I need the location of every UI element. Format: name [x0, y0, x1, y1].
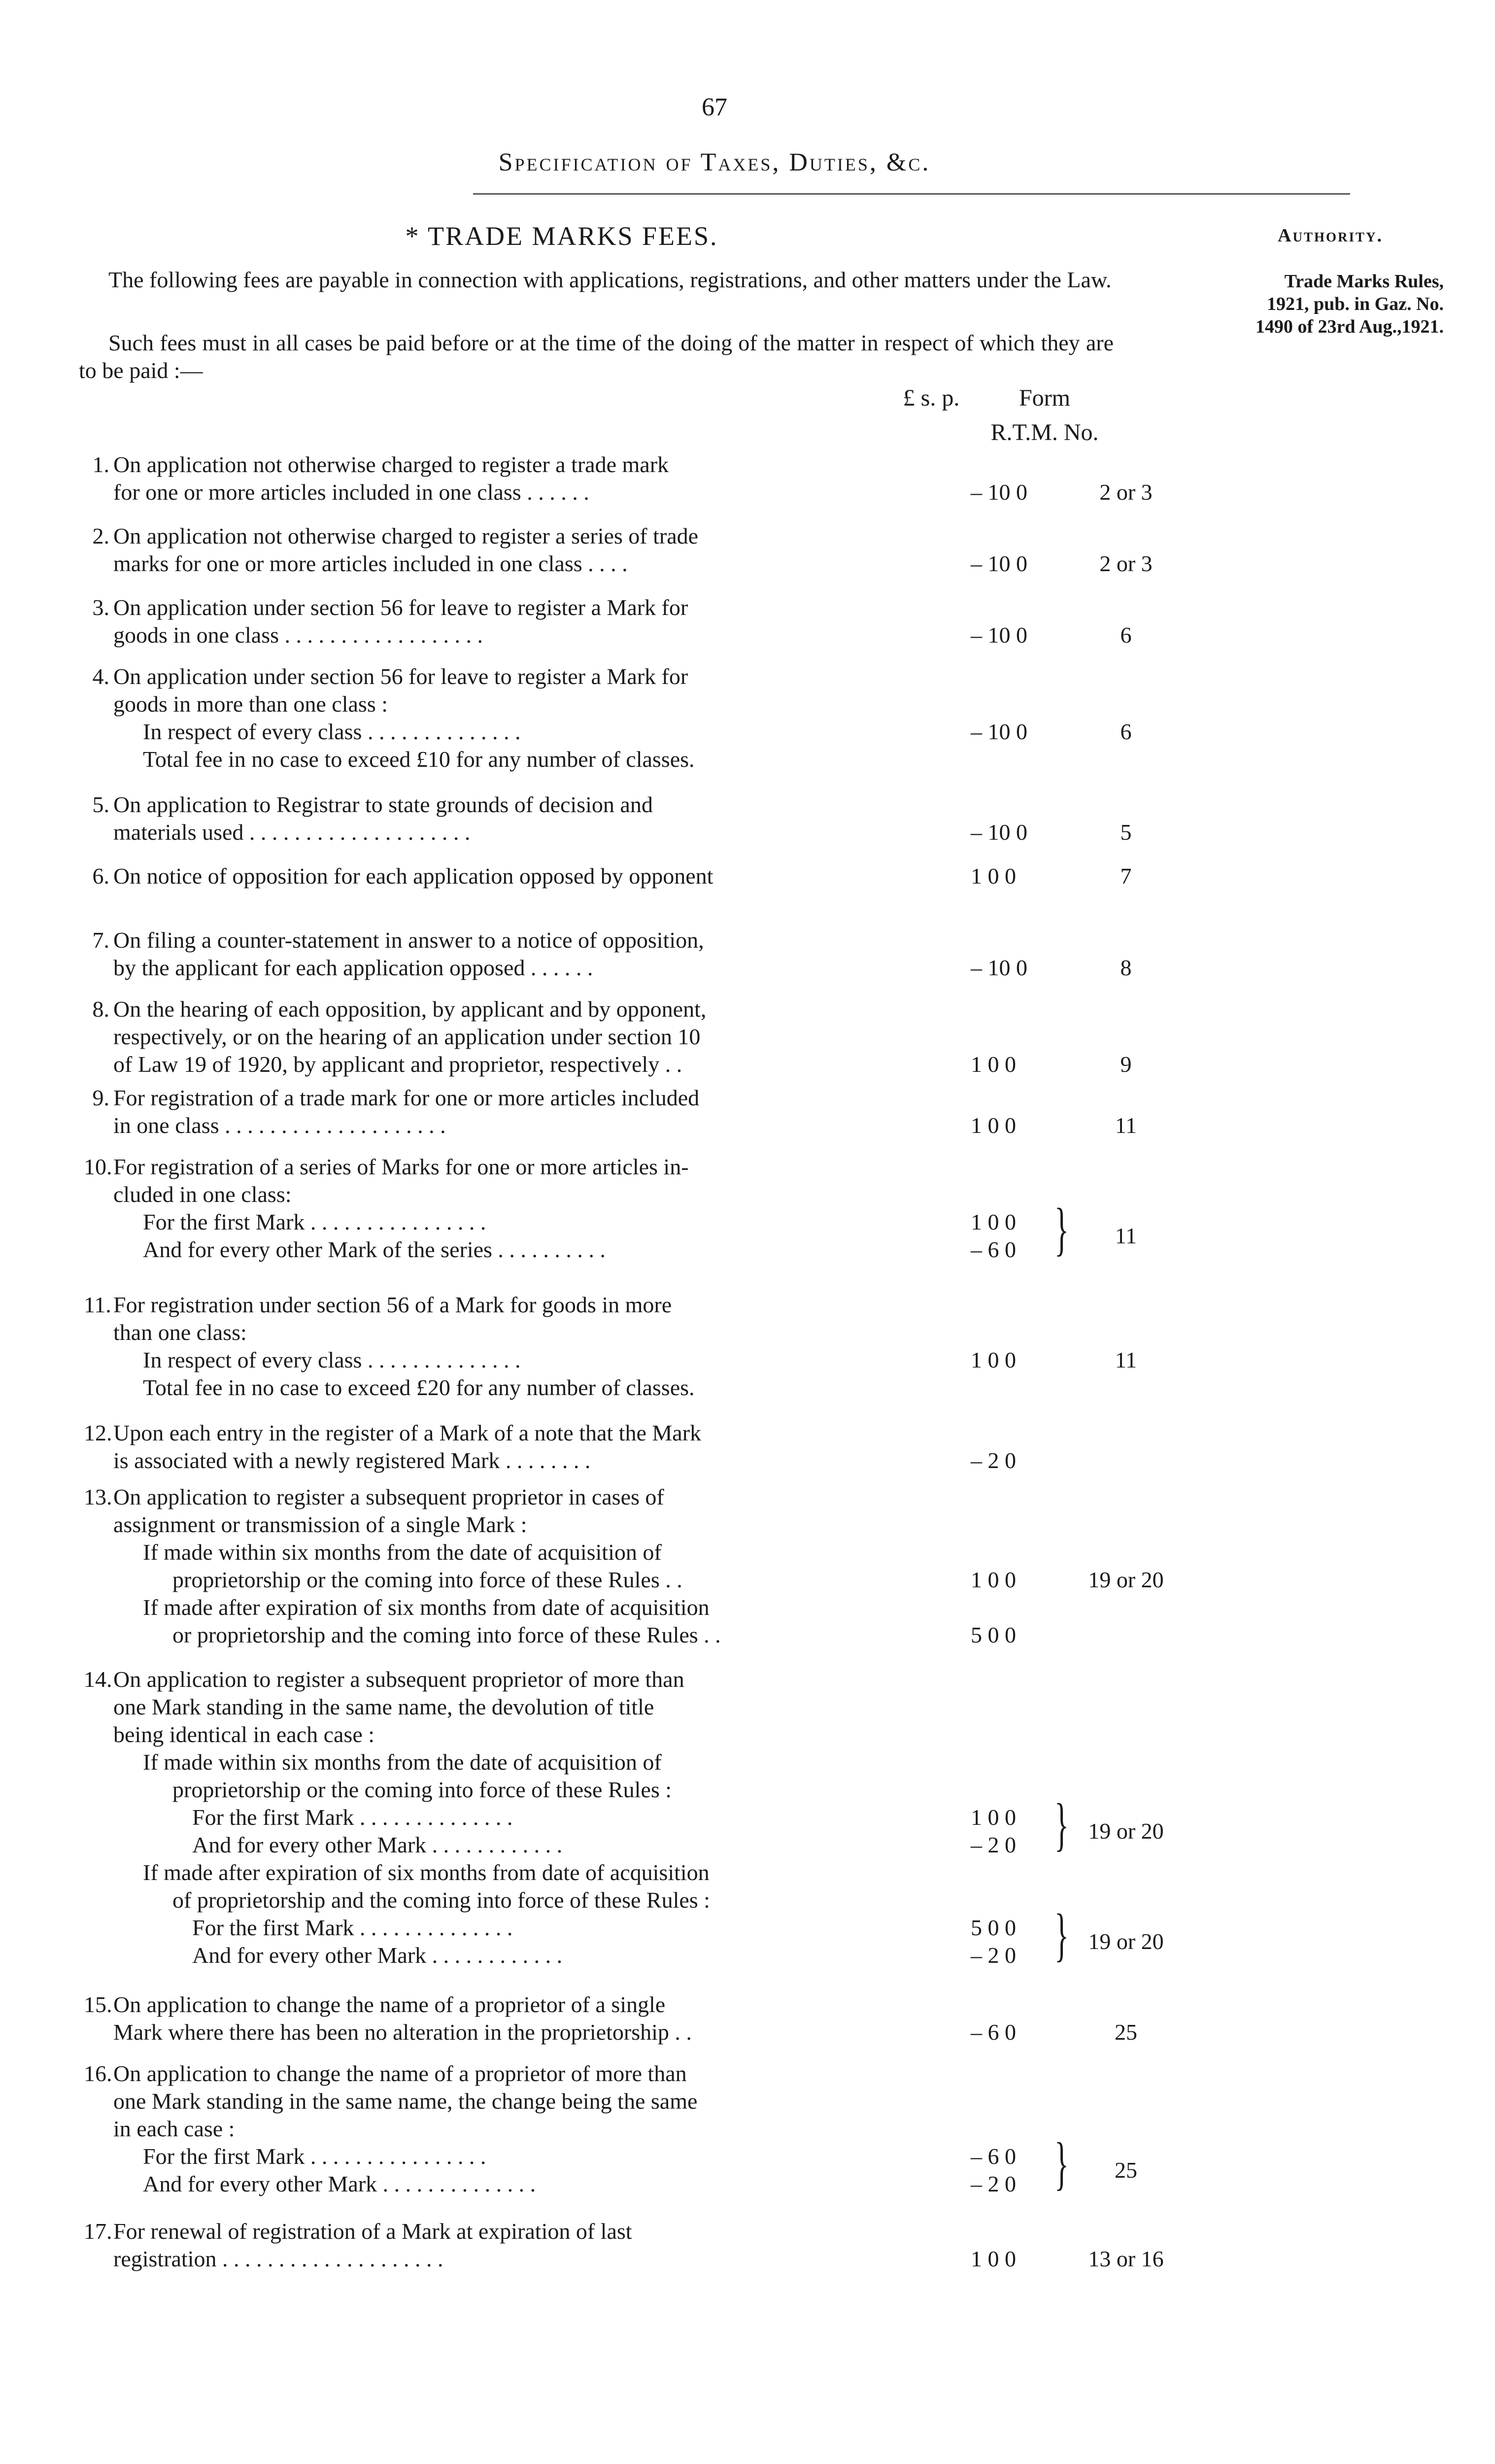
entry-number: 1.	[92, 452, 109, 477]
entry-number: 15.	[84, 1992, 112, 2017]
fee-entry	[84, 451, 1153, 506]
fee-amount: 1 0 0	[971, 1805, 1016, 1830]
form-number-column-header: R.T.M. No.	[990, 419, 1099, 445]
form-number: 19 or 20	[1088, 1818, 1164, 1844]
entry-line: On the hearing of each opposition, by applicant and by opponent,	[113, 996, 707, 1022]
entry-number: 12.	[84, 1420, 112, 1445]
entry-line: is associated with a newly registered Mark . . . . . . . .	[113, 1448, 591, 1473]
entry-line: proprietorship or the coming into force of these Rules :	[172, 1777, 672, 1802]
authority-line: Trade Marks Rules,	[1284, 271, 1444, 292]
entry-line: one Mark standing in the same name, the change being the same	[113, 2088, 698, 2114]
form-number: 2 or 3	[1099, 551, 1153, 576]
grouping-brace: }	[1054, 1791, 1069, 1857]
intro-paragraph-1: The following fees are payable in connection with applications, registrations, and other matters under the Law.	[108, 267, 1112, 292]
authority-line: 1921, pub. in Gaz. No.	[1267, 294, 1444, 314]
form-column-header: Form	[1019, 385, 1070, 411]
form-number: 11	[1115, 1347, 1137, 1372]
entry-description	[113, 451, 951, 506]
entry-line: cluded in one class:	[113, 1182, 292, 1207]
fee-amount: – 10 0	[971, 719, 1027, 744]
entry-line: in one class . . . . . . . . . . . . . . . . . . . .	[113, 1113, 446, 1138]
fee-amount: – 2 0	[971, 1832, 1016, 1857]
entry-line: On application under section 56 for leave to register a Mark for	[113, 664, 688, 689]
entry-line: in each case :	[113, 2116, 235, 2141]
entry-line: In respect of every class . . . . . . . . . . . . . .	[143, 1347, 521, 1372]
entry-line: If made within six months from the date of acquisition of	[143, 1749, 662, 1775]
entry-number: 8.	[92, 996, 109, 1022]
fee-entry	[84, 522, 1153, 578]
form-number: 19 or 20	[1088, 1929, 1164, 1954]
entry-description	[113, 926, 951, 982]
entry-line: assignment or transmission of a single Mark :	[113, 1512, 527, 1537]
form-number: 11	[1115, 1113, 1137, 1138]
entry-line: Total fee in no case to exceed £20 for any number of classes.	[143, 1375, 695, 1400]
entry-number: 3.	[92, 595, 109, 620]
fee-entry	[84, 663, 1132, 773]
entry-description	[113, 1153, 951, 1264]
entry-description	[113, 862, 951, 890]
fee-amount: – 10 0	[971, 820, 1027, 845]
entry-line: On application not otherwise charged to register a series of trade	[113, 523, 699, 548]
fee-entry	[84, 1991, 1137, 2046]
entry-line: Total fee in no case to exceed £10 for any number of classes.	[143, 747, 695, 772]
fee-amount: – 10 0	[971, 551, 1027, 576]
entry-number: 2.	[92, 523, 109, 548]
fee-entry	[84, 1084, 1137, 1139]
entry-number: 17.	[84, 2219, 112, 2244]
entry-line: by the applicant for each application opposed . . . . . .	[113, 955, 593, 980]
form-number: 25	[1115, 2019, 1137, 2045]
entry-line: For the first Mark . . . . . . . . . . . . . .	[192, 1915, 513, 1940]
currency-column-header: £ s. p.	[903, 385, 960, 411]
entry-line: For registration of a series of Marks for one or more articles in-	[113, 1154, 689, 1179]
fee-amount: – 2 0	[971, 2171, 1016, 2196]
fee-amount: – 2 0	[971, 1943, 1016, 1968]
entry-description	[113, 995, 951, 1078]
page-header: Specification of Taxes, Duties, &c.	[498, 148, 931, 176]
entry-line: On application not otherwise charged to register a trade mark	[113, 452, 669, 477]
entry-description	[113, 1483, 951, 1649]
entry-line: On application to change the name of a proprietor of more than	[113, 2061, 687, 2086]
entry-number: 10.	[84, 1154, 112, 1179]
entry-description	[113, 791, 951, 846]
authority-heading: Authority.	[1278, 225, 1383, 246]
fee-amount: 1 0 0	[971, 1567, 1016, 1592]
fee-entry	[84, 1483, 1164, 1649]
authority-line: 1490 of 23rd Aug.,1921.	[1255, 316, 1444, 337]
entry-line: And for every other Mark . . . . . . . . . . . . . .	[143, 2171, 536, 2196]
entry-line: Mark where there has been no alteration in the proprietorship . .	[113, 2019, 692, 2045]
entry-line: If made after expiration of six months from date of acquisition	[143, 1860, 710, 1885]
entry-line: In respect of every class . . . . . . . . . . . . . .	[143, 719, 521, 744]
page-title: * TRADE MARKS FEES.	[405, 221, 718, 251]
grouping-brace: }	[1054, 2130, 1069, 2196]
entry-description	[113, 1991, 951, 2046]
form-number: 6	[1120, 622, 1132, 648]
fee-entry	[84, 594, 1132, 649]
entry-line: On application to register a subsequent proprietor in cases of	[113, 1484, 664, 1509]
entry-description	[113, 1666, 951, 1969]
form-number: 5	[1120, 820, 1132, 845]
intro-paragraph-2: Such fees must in all cases be paid before or at the time of the doing of the matter in respect of which they are to be paid :—	[79, 330, 1114, 383]
entry-number: 5.	[92, 792, 109, 817]
fee-amount: – 6 0	[971, 2019, 1016, 2045]
grouping-brace: }	[1054, 1902, 1069, 1967]
entry-description	[113, 594, 951, 649]
entry-line: For the first Mark . . . . . . . . . . . . . . . .	[143, 2144, 486, 2169]
entry-line: registration . . . . . . . . . . . . . . . . . . . .	[113, 2246, 443, 2271]
entry-line: marks for one or more articles included in one class . . . .	[113, 551, 628, 576]
fee-amount: 5 0 0	[971, 1915, 1016, 1940]
entry-line: of Law 19 of 1920, by applicant and proprietor, respectively . .	[113, 1052, 682, 1077]
entry-line: On application to change the name of a proprietor of a single	[113, 1992, 666, 2017]
entry-description	[113, 1291, 951, 1402]
entry-line: materials used . . . . . . . . . . . . . . . . . . . .	[113, 820, 471, 845]
grouping-brace: }	[1054, 1196, 1069, 1262]
entry-line: For registration of a trade mark for one or more articles included	[113, 1085, 700, 1110]
fee-amount: – 10 0	[971, 622, 1027, 648]
fee-entry	[84, 2060, 1137, 2198]
entry-line: On application under section 56 for leave to register a Mark for	[113, 595, 688, 620]
entry-line: respectively, or on the hearing of an application under section 10	[113, 1024, 701, 1049]
form-number: 7	[1120, 863, 1132, 889]
fee-entry	[84, 1666, 1164, 1969]
entry-description	[113, 522, 951, 578]
fee-amount: – 10 0	[971, 479, 1027, 505]
fee-amount: – 6 0	[971, 1237, 1016, 1262]
form-number: 19 or 20	[1088, 1567, 1164, 1592]
entry-line: for one or more articles included in one class . . . . . .	[113, 479, 589, 505]
form-number: 11	[1115, 1223, 1137, 1248]
entry-line: or proprietorship and the coming into force of these Rules . .	[172, 1622, 721, 1647]
fee-entry	[84, 926, 1132, 982]
entry-line: one Mark standing in the same name, the devolution of title	[113, 1694, 654, 1719]
entry-line: of proprietorship and the coming into force of these Rules :	[172, 1887, 710, 1913]
fee-amount: 1 0 0	[971, 2246, 1016, 2271]
entry-line: For the first Mark . . . . . . . . . . . . . .	[192, 1805, 513, 1830]
entry-line: For renewal of registration of a Mark at expiration of last	[113, 2219, 632, 2244]
entry-line: If made after expiration of six months from date of acquisition	[143, 1595, 710, 1620]
entry-description	[113, 1419, 951, 1474]
fee-entry	[84, 1291, 1137, 1402]
entry-line: On application to Registrar to state grounds of decision and	[113, 792, 653, 817]
form-number: 2 or 3	[1099, 479, 1153, 505]
entry-line: than one class:	[113, 1320, 247, 1345]
entry-number: 4.	[92, 664, 109, 689]
fee-amount: – 2 0	[971, 1448, 1016, 1473]
entry-line: goods in one class . . . . . . . . . . . . . . . . . .	[113, 622, 483, 648]
form-number: 25	[1115, 2157, 1137, 2183]
fee-amount: 1 0 0	[971, 1052, 1016, 1077]
fee-entry	[84, 1419, 1123, 1474]
fee-amount: 1 0 0	[971, 863, 1016, 889]
entry-line: being identical in each case :	[113, 1722, 375, 1747]
form-number: 8	[1120, 955, 1132, 980]
fee-amount: 1 0 0	[971, 1113, 1016, 1138]
fee-amount: 1 0 0	[971, 1347, 1016, 1372]
form-number: 13 or 16	[1088, 2246, 1164, 2271]
fee-amount: – 6 0	[971, 2144, 1016, 2169]
entry-number: 16.	[84, 2061, 112, 2086]
entry-line: On application to register a subsequent proprietor of more than	[113, 1667, 684, 1692]
entry-number: 6.	[92, 863, 109, 889]
entry-number: 14.	[84, 1667, 112, 1692]
entry-description	[113, 663, 951, 773]
form-number: 6	[1120, 719, 1132, 744]
entry-description	[113, 1084, 951, 1139]
entry-number: 11.	[84, 1292, 111, 1317]
entry-description	[113, 2218, 951, 2273]
fee-amount: – 10 0	[971, 955, 1027, 980]
entry-line: Upon each entry in the register of a Mark of a note that the Mark	[113, 1420, 702, 1445]
entry-line: For the first Mark . . . . . . . . . . . . . . . .	[143, 1209, 486, 1234]
page-number: 67	[702, 93, 727, 121]
entry-line: If made within six months from the date of acquisition of	[143, 1540, 662, 1565]
entry-number: 9.	[92, 1085, 109, 1110]
entry-line: For registration under section 56 of a Mark for goods in more	[113, 1292, 672, 1317]
fee-amount: 1 0 0	[971, 1209, 1016, 1234]
fee-entry	[84, 791, 1132, 846]
fee-entry	[84, 862, 1132, 890]
entry-description	[113, 2060, 951, 2198]
entry-line: And for every other Mark . . . . . . . . . . . .	[192, 1832, 563, 1857]
entry-number: 7.	[92, 927, 109, 953]
entry-number: 13.	[84, 1484, 112, 1509]
entry-line: On filing a counter-statement in answer to a notice of opposition,	[113, 927, 704, 953]
fee-entry	[84, 995, 1132, 1078]
entry-line: goods in more than one class :	[113, 691, 388, 717]
fee-entry	[84, 1153, 1137, 1264]
entry-line: And for every other Mark . . . . . . . . . . . .	[192, 1943, 563, 1968]
header-rule	[473, 193, 1350, 195]
form-number: 9	[1120, 1052, 1132, 1077]
fee-entry	[84, 2218, 1164, 2273]
fee-amount: 5 0 0	[971, 1622, 1016, 1647]
authority-reference	[1148, 270, 1444, 338]
entry-line: And for every other Mark of the series . . . . . . . . . .	[143, 1237, 606, 1262]
entry-line: On notice of opposition for each application opposed by opponent	[113, 863, 714, 889]
entry-line: proprietorship or the coming into force of these Rules . .	[172, 1567, 682, 1592]
